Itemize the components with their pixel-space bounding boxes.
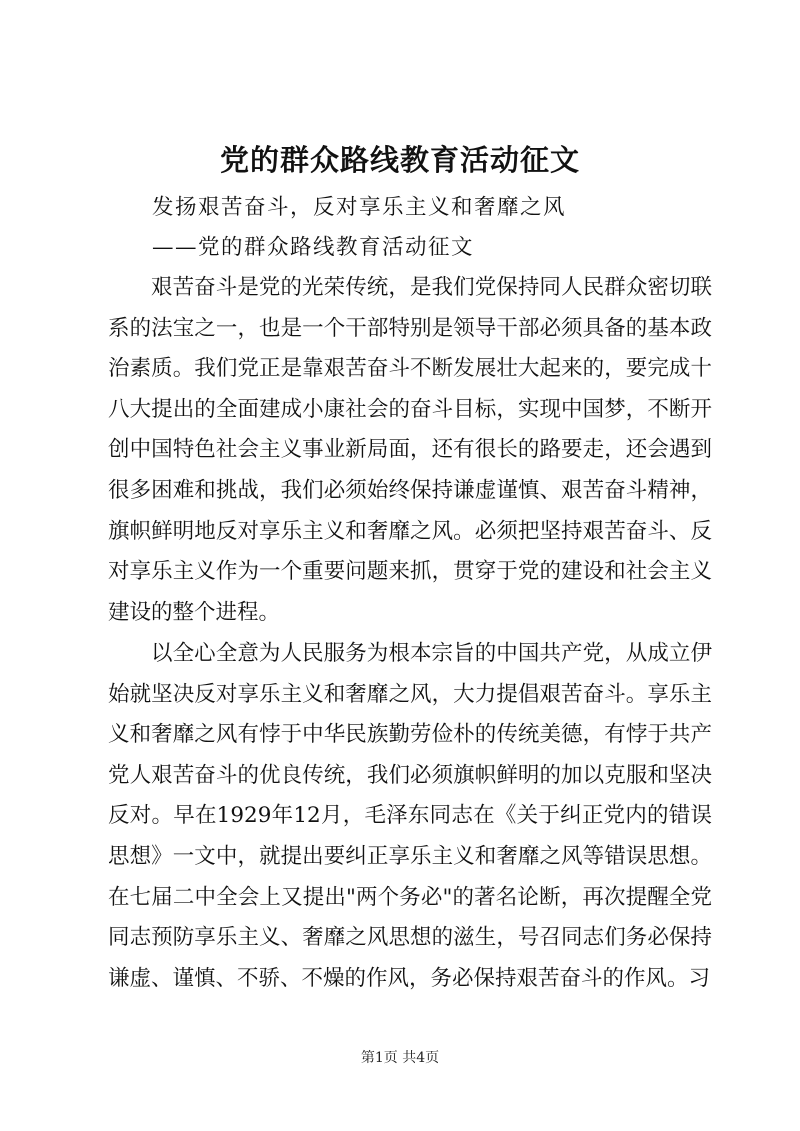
body-paragraph-1: 艰苦奋斗是党的光荣传统，是我们党保持同人民群众密切联系的法宝之一，也是一个干部特别是领导干部必须具备的基本政治素质。我们党正是靠艰苦奋斗不断发展壮大起来的，要完成十八大提出的全面建成小康社会的奋斗目标，实现中国梦，不断开创中国特色社会主义事业新局面，还有很长的路要走，还会遇到很多困难和挑战，我们必须始终保持谦虚谨慎、艰苦奋斗精神，旗帜鲜明地反对享乐主义和奢靡之风。必须把坚持艰苦奋斗、反对享乐主义作为一个重要问题来抓，贯穿于党的建设和社会主义建设的整个进程。 (108, 275, 712, 625)
body-paragraph-2: 以全心全意为人民服务为根本宗旨的中国共产党，从成立伊始就坚决反对享乐主义和奢靡之风，大力提倡艰苦奋斗。享乐主义和奢靡之风有悖于中华民族勤劳俭朴的传统美德，有悖于共产党人艰苦奋斗的优良传统，我们必须旗帜鲜明的加以克服和坚决反对。早在1929年12月，毛泽东同志在《关于纠正党内的错误思想》一文中，就提出要纠正享乐主义和奢靡之风等错误思想。在七届二中全会上又提出"两个务必"的著名论断，再次提醒全党同志预防享乐主义、奢靡之风思想的滋生，号召同志们务必保持谦虚、谨慎、不骄、不燥的作风，务必保持艰苦奋斗的作风。习 (108, 641, 712, 991)
page-footer: 第1页 共4页 (360, 1050, 440, 1066)
document-subtitle-byline: ——党的群众路线教育活动征文 (152, 235, 475, 260)
document-title: 党的群众路线教育活动征文 (219, 143, 580, 177)
document-subtitle: 发扬艰苦奋斗，反对享乐主义和奢靡之风 (152, 195, 567, 220)
